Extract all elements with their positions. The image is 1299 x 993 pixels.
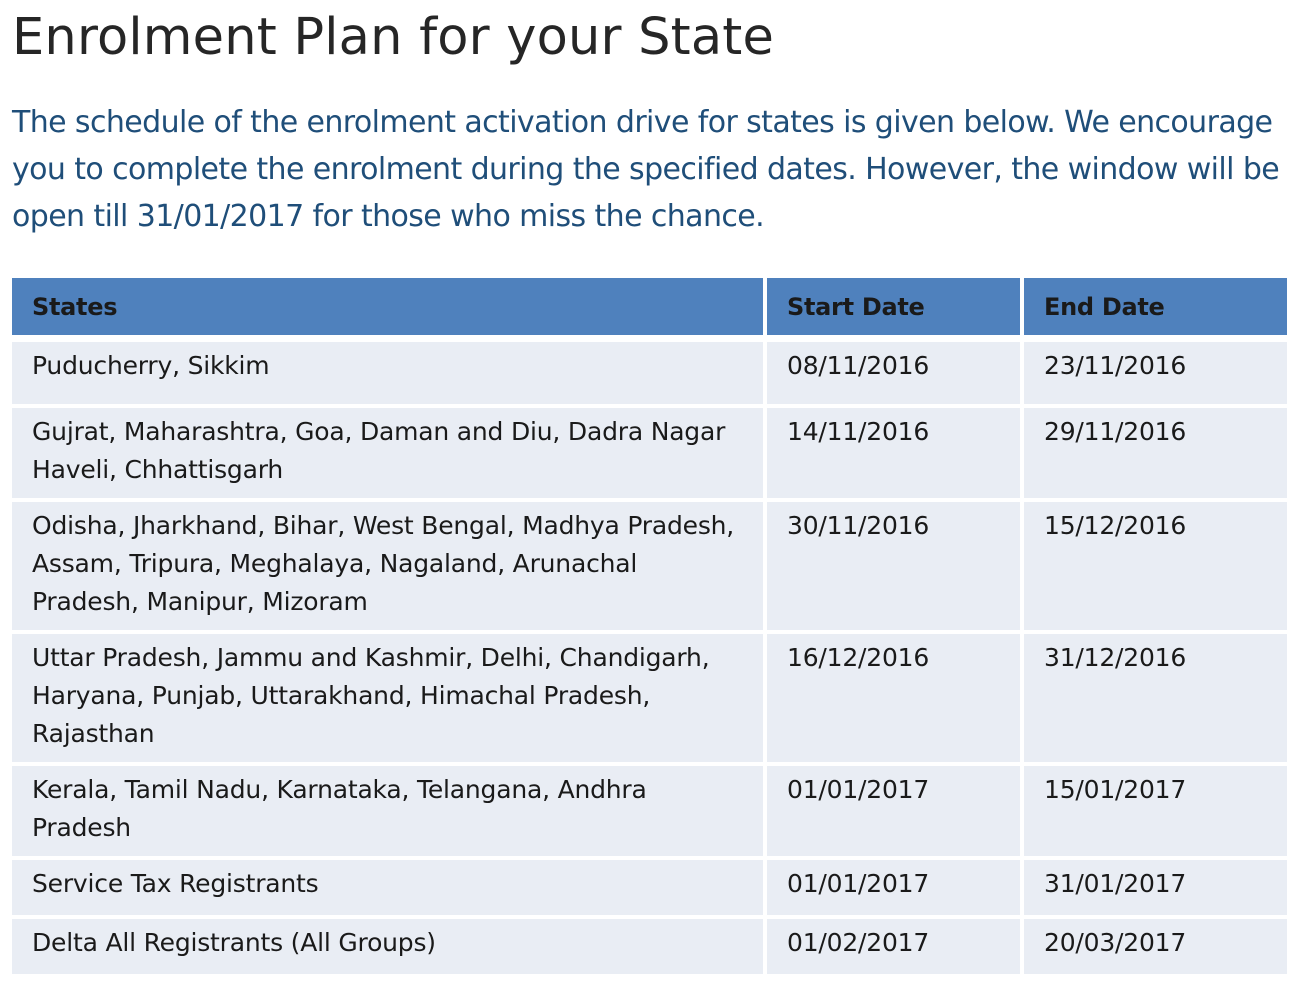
table-row <box>12 339 1287 408</box>
states-cell: Puducherry, Sikkim <box>12 339 763 408</box>
end-date-cell: 23/11/2016 <box>1024 339 1287 408</box>
table-row <box>12 860 1287 919</box>
end-date-cell: 15/01/2017 <box>1024 766 1287 860</box>
intro-paragraph: The schedule of the enrolment activation drive for states is given below. We encourage you to complete the enrolment during the specified dates. However, the window will be open till 31/01/2017 for those who miss the chance. <box>12 105 1280 234</box>
states-cell: Delta All Registrants (All Groups) <box>12 919 763 978</box>
start-date-cell: 30/11/2016 <box>767 502 1020 634</box>
start-date-cell: 14/11/2016 <box>767 408 1020 502</box>
table-header-row <box>12 278 1287 339</box>
start-date-cell: 01/02/2017 <box>767 919 1020 978</box>
end-date-cell: 20/03/2017 <box>1024 919 1287 978</box>
end-date-cell: 31/01/2017 <box>1024 860 1287 919</box>
start-date-cell: 08/11/2016 <box>767 339 1020 408</box>
table-row <box>12 919 1287 978</box>
states-cell: Kerala, Tamil Nadu, Karnataka, Telangana, Andhra Pradesh <box>12 766 763 860</box>
header-states: States <box>12 278 763 339</box>
table-row <box>12 408 1287 502</box>
states-cell: Uttar Pradesh, Jammu and Kashmir, Delhi, Chandigarh, Haryana, Punjab, Uttarakhand, Himachal Pradesh, Rajasthan <box>12 634 763 766</box>
states-cell: Gujrat, Maharashtra, Goa, Daman and Diu, Dadra Nagar Haveli, Chhattisgarh <box>12 408 763 502</box>
start-date-cell: 01/01/2017 <box>767 766 1020 860</box>
enrolment-schedule-table <box>8 278 1291 978</box>
table-row <box>12 634 1287 766</box>
page-title: Enrolment Plan for your State <box>12 8 775 67</box>
states-cell: Service Tax Registrants <box>12 860 763 919</box>
start-date-cell: 01/01/2017 <box>767 860 1020 919</box>
header-end-date: End Date <box>1024 278 1287 339</box>
start-date-cell: 16/12/2016 <box>767 634 1020 766</box>
end-date-cell: 15/12/2016 <box>1024 502 1287 634</box>
end-date-cell: 31/12/2016 <box>1024 634 1287 766</box>
table-row <box>12 766 1287 860</box>
states-cell: Odisha, Jharkhand, Bihar, West Bengal, Madhya Pradesh, Assam, Tripura, Meghalaya, Nagaland, Arunachal Pradesh, Manipur, Mizoram <box>12 502 763 634</box>
table-row <box>12 502 1287 634</box>
header-start-date: Start Date <box>767 278 1020 339</box>
end-date-cell: 29/11/2016 <box>1024 408 1287 502</box>
